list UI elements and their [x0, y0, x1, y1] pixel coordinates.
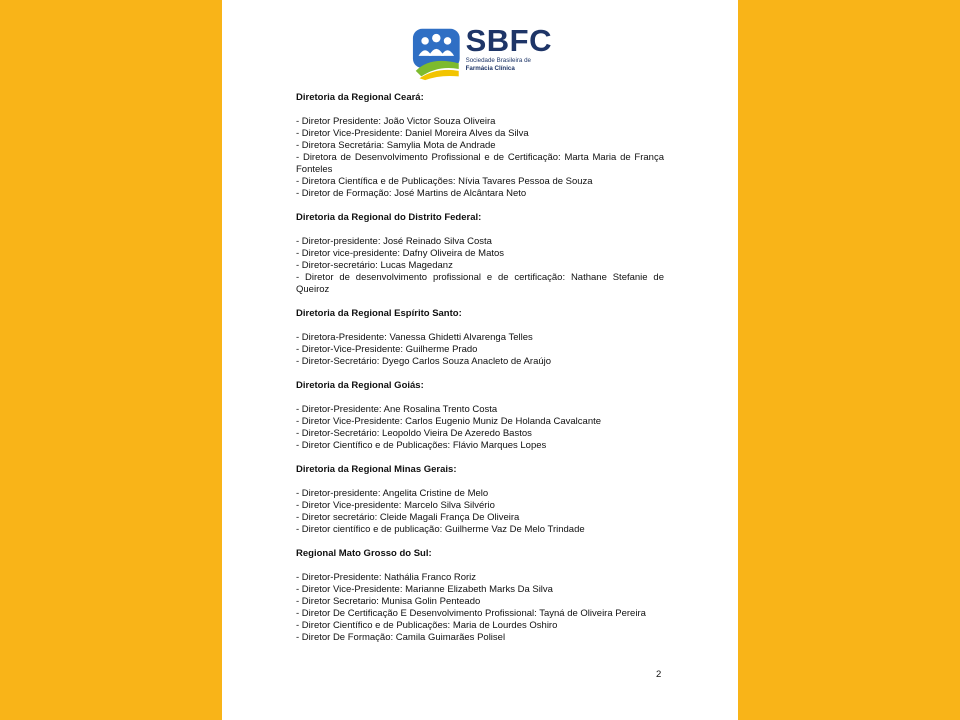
- section-heading: Diretoria da Regional do Distrito Federal:: [296, 212, 482, 223]
- sbfc-logo: [412, 23, 552, 82]
- list-item: - Diretor científico e de publicação: Guilherme Vaz De Melo Trindade: [296, 524, 585, 535]
- section-mato-grosso-do-sul: [296, 548, 664, 644]
- list-item: - Diretora Secretária: Samylia Mota de Andrade: [296, 140, 496, 151]
- list-item: - Diretor-secretário: Lucas Magedanz: [296, 260, 453, 271]
- list-item: - Diretora de Desenvolvimento Profissional e de Certificação: Marta Maria de França Fonteles: [296, 152, 664, 175]
- section-espirito-santo: [296, 308, 664, 368]
- logo-subtitle-line1: Sociedade Brasileira de: [465, 57, 531, 64]
- section-heading: Regional Mato Grosso do Sul:: [296, 548, 432, 559]
- list-item: - Diretor Vice-presidente: Marcelo Silva Silvério: [296, 500, 495, 511]
- section-ceara: [296, 92, 664, 200]
- section-goias: [296, 380, 664, 452]
- list-item: - Diretor Vice-Presidente: Carlos Eugenio Muniz De Holanda Cavalcante: [296, 416, 602, 427]
- list-item: - Diretor-Secretário: Dyego Carlos Souza Anacleto de Araújo: [296, 356, 552, 367]
- sbfc-logo-icon: [412, 26, 461, 82]
- section-heading: Diretoria da Regional Minas Gerais:: [296, 464, 457, 475]
- logo-name: SBFC: [465, 23, 552, 58]
- list-item: - Diretor-presidente: Angelita Cristine de Melo: [296, 488, 489, 499]
- list-item: - Diretor Secretario: Munisa Golin Penteado: [296, 596, 481, 607]
- list-item: - Diretor Vice-Presidente: Daniel Moreira Alves da Silva: [296, 128, 529, 139]
- list-item: - Diretor Presidente: João Victor Souza Oliveira: [296, 116, 496, 127]
- list-item: - Diretor-Presidente: Ane Rosalina Trento Costa: [296, 404, 498, 415]
- list-item: - Diretor-Vice-Presidente: Guilherme Prado: [296, 344, 478, 355]
- list-item: - Diretor secretário: Cleide Magali França De Oliveira: [296, 512, 520, 523]
- page-number: 2: [656, 669, 662, 680]
- logo-subtitle-line2: Farmácia Clínica: [465, 65, 515, 72]
- list-item: - Diretor de desenvolvimento profissional e de certificação: Nathane Stefanie de Queiroz: [296, 272, 664, 295]
- list-item: - Diretor Científico e de Publicações: Flávio Marques Lopes: [296, 440, 547, 451]
- list-item: - Diretor Vice-Presidente: Marianne Elizabeth Marks Da Silva: [296, 584, 553, 595]
- list-item: - Diretor-Secretário: Leopoldo Vieira De Azeredo Bastos: [296, 428, 532, 439]
- list-item: - Diretor De Formação: Camila Guimarães Polisel: [296, 632, 506, 643]
- section-distrito-federal: [296, 212, 664, 296]
- section-heading: Diretoria da Regional Ceará:: [296, 92, 424, 103]
- list-item: - Diretor Científico e de Publicações: Maria de Lourdes Oshiro: [296, 620, 558, 631]
- document-body: [296, 85, 664, 656]
- list-item: - Diretor de Formação: José Martins de Alcântara Neto: [296, 188, 527, 199]
- list-item: - Diretor-presidente: José Reinado Silva Costa: [296, 236, 492, 247]
- list-item: - Diretor vice-presidente: Dafny Oliveira de Matos: [296, 248, 505, 259]
- list-item: - Diretor-Presidente: Nathália Franco Roriz: [296, 572, 477, 583]
- section-minas-gerais: [296, 464, 664, 536]
- list-item: - Diretora-Presidente: Vanessa Ghidetti Alvarenga Telles: [296, 332, 533, 343]
- section-heading: Diretoria da Regional Goiás:: [296, 380, 424, 391]
- list-item: - Diretor De Certificação E Desenvolvimento Profissional: Tayná de Oliveira Pereira: [296, 608, 646, 619]
- document-page: [222, 0, 738, 720]
- list-item: - Diretora Científica e de Publicações: Nívia Tavares Pessoa de Souza: [296, 176, 593, 187]
- section-heading: Diretoria da Regional Espírito Santo:: [296, 308, 462, 319]
